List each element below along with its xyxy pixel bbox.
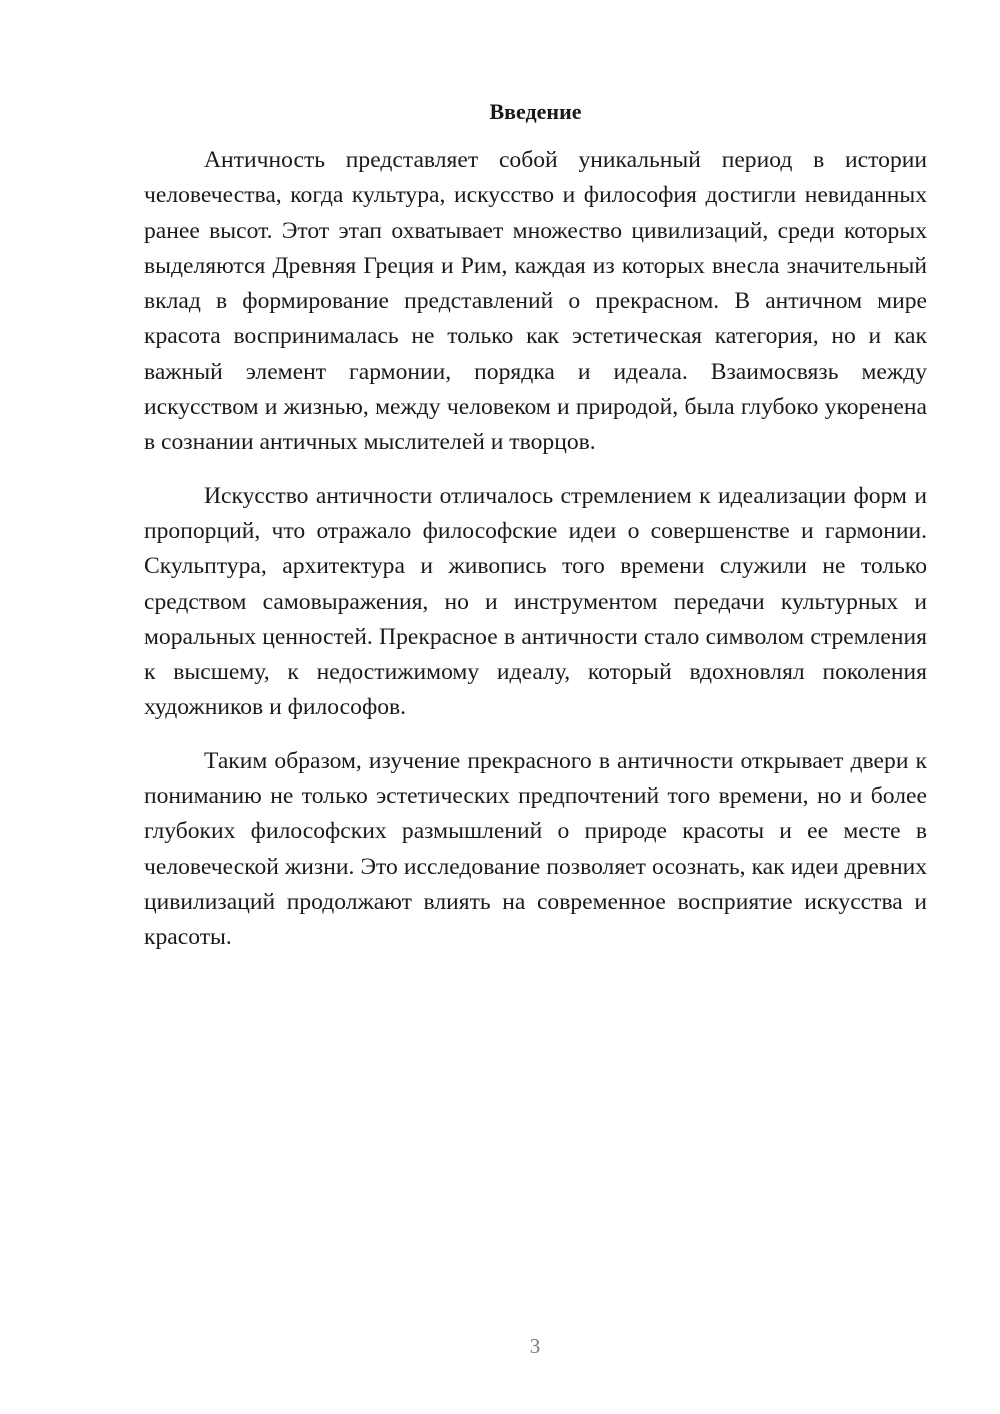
page-number: 3 [529, 1334, 541, 1358]
paragraph-3: Таким образом, изучение прекрасного в античности открывает двери к пониманию не только эстетических предпочтений того времени, но и более глубоких философских размышлений о природе красоты и ее месте в человеческой жизни. Это исследование позволяет осознать, как идеи древних цивилизаций продолжают влиять на современное восприятие искусства и красоты. [144, 747, 927, 951]
body-text [144, 143, 927, 974]
paragraph-1: Античность представляет собой уникальный период в истории человечества, когда культура, искусство и философия достигли невиданных ранее высот. Этот этап охватывает множество цивилизаций, среди которых выделяются Древняя Греция и Рим, каждая из которых внесла значительный вклад в формирование представлений о прекрасном. В античном мире красота воспринималась не только как эстетическая категория, но и как важный элемент гармонии, порядка и идеала. Взаимосвязь между искусством и жизнью, между человеком и природой, была глубоко укоренена в сознании античных мыслителей и творцов. [144, 147, 927, 456]
section-title: Введение [489, 99, 582, 124]
paragraph-2: Искусство античности отличалось стремлением к идеализации форм и пропорций, что отражало философские идеи о совершенстве и гармонии. Скульптура, архитектура и живопись того времени служили не только средством самовыражения, но и инструментом передачи культурных и моральных ценностей. Прекрасное в античности стало символом стремления к высшему, к недостижимому идеалу, который вдохновлял поколения художников и философов. [144, 482, 927, 721]
